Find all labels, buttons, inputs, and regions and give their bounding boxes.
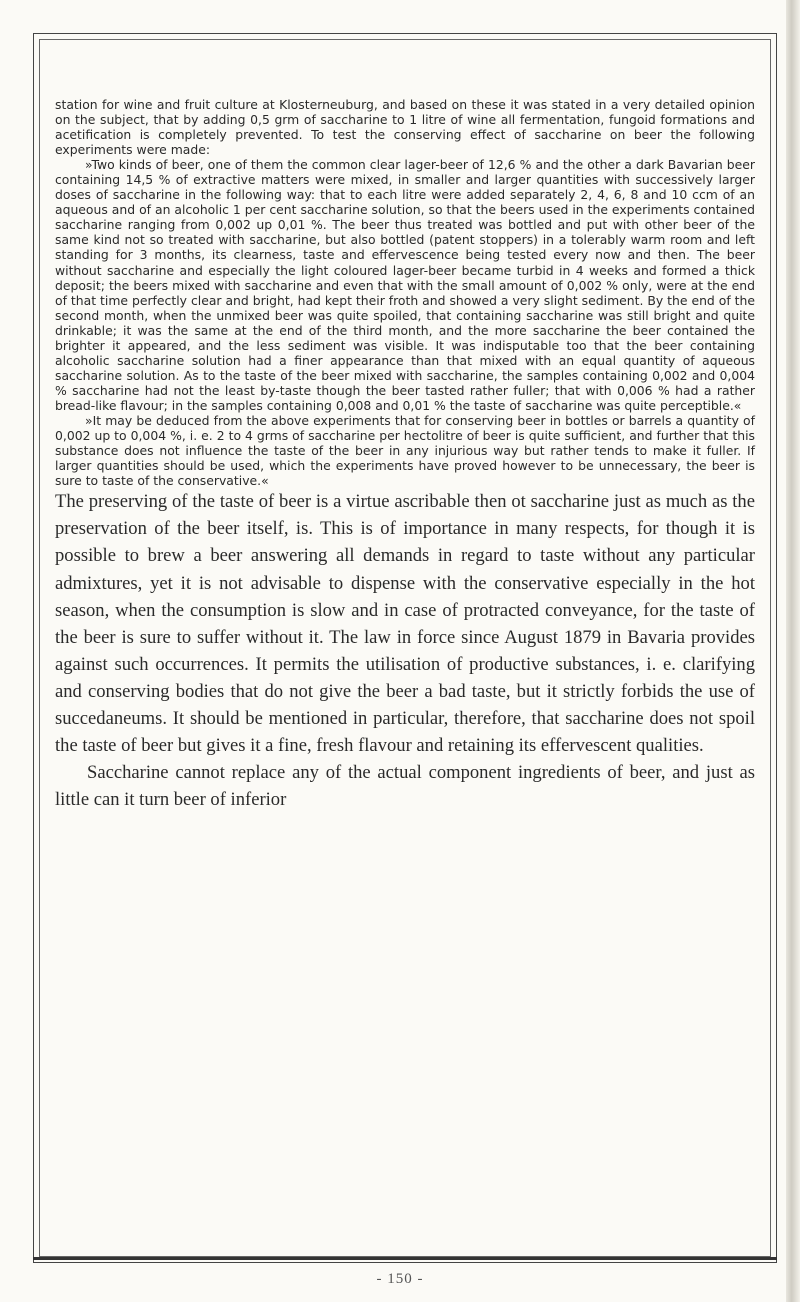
- page-edge: [786, 0, 800, 1302]
- paragraph-saccharine-ingredients: Saccharine cannot replace any of the actual component ingredients of beer, and just as little can it turn beer of inferior: [55, 762, 755, 811]
- page-number: - 150 -: [376, 1271, 424, 1287]
- paragraph-wine-conservation: station for wine and fruit culture at Klosterneuburg, and based on these it was stated in a very detailed opinion on the subject, that by adding 0,5 grm of saccharine to 1 litre of wine all fermentation, fungoid formations and acetification is completely prevented. To test the conserving effect of saccharine on beer the following experiments were made:: [55, 97, 755, 158]
- page-text: [55, 97, 755, 813]
- paragraph-deduction-quote: »It may be deduced from the above experiments that for conserving beer in bottles or barrels a quantity of 0,002 up to 0,004 %, i. e. 2 to 4 grms of saccharine per hectolitre of beer is quite sufficient, and further that this substance does not influence the taste of the beer in any injurious way but rather tends to make it fuller. If larger quantities should be used, which the experiments have proved however to be unnecessary, the beer is sure to taste of the conservative.«: [55, 412, 755, 489]
- bottom-rule: [33, 1257, 777, 1260]
- paragraph-beer-experiments-quote: »Two kinds of beer, one of them the common clear lager-beer of 12,6 % and the other a dark Bavarian beer containing 14,5 % of extractive matters were mixed, in smaller and larger quantities with successively larger doses of saccharine in the following way: that to each litre were added separately 2, 4, 6, 8 and 10 ccm of an aqueous and of an alcoholic 1 per cent saccharine solution, so that the beers used in the experiments contained saccharine ranging from 0,002 up 0,01 %. The beer thus treated was bottled and put with other beer of the same kind not so treated with saccharine, but also bottled (patent stoppers) in a tolerably warm room and left standing for 3 months, its clearness, taste and effervescence being tested every now and then. The beer without saccharine and especially the light coloured lager-beer became turbid in 4 weeks and formed a thick deposit; the beers mixed with saccharine and even that with the small amount of 0,002 % only, were at the end of that time perfectly clear and bright, had kept their froth and showed a very slight sediment. By the end of the second month, when the unmixed beer was quite spoiled, that containing saccharine was still bright and quite drinkable; it was the same at the end of the third month, and the more saccharine the beer contained the brighter it appeared, and the less sediment was visible. It was indisputable too that the beer containing alcoholic saccharine solution had a finer appearance than that mixed with an equal quantity of aqueous saccharine solution. As to the taste of the beer mixed with saccharine, the samples containing 0,002 and 0,004 % saccharine had not the least by-taste though the beer tasted rather fuller; that with 0,006 % had a rather bread-like flavour; in the samples containing 0,008 and 0,01 % the taste of saccharine was quite perceptible.«: [55, 157, 755, 413]
- paragraph-taste-preservation: The preserving of the taste of beer is a virtue ascribable then ot saccharine just as much as the preservation of the beer itself, is. This is of importance in many respects, for though it is possible to brew a beer answering all demands in regard to taste without any particular admixtures, yet it is not advisable to dispense with the conservative especially in the hot season, when the consumption is slow and in case of protracted conveyance, for the taste of the beer is sure to suffer without it. The law in force since August 1879 in Bavaria provides against such occurrences. It permits the utilisation of productive substances, i. e. clarifying and conserving bodies that do not give the beer a bad taste, but it strictly forbids the use of succedaneums. It should be mentioned in particular, therefore, that saccharine does not spoil the taste of beer but gives it a fine, fresh flavour and retaining its effervescent qualities.: [55, 491, 755, 757]
